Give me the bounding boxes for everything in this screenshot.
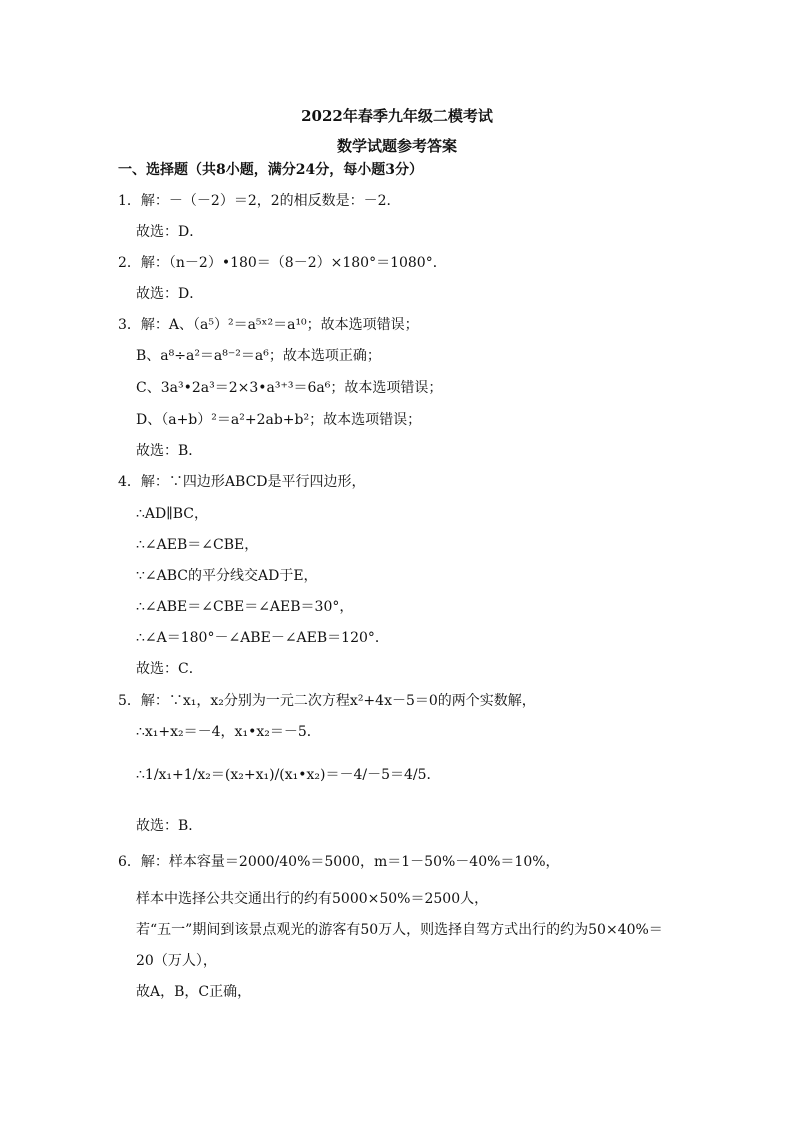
q4-answer: 故选：C． xyxy=(136,661,203,677)
q4-line-4: ∵∠ABC的平分线交AD于E， xyxy=(136,568,318,584)
q3-option-b: B、a⁸÷a²＝a⁸⁻²＝a⁶；故本选项正确； xyxy=(136,348,381,364)
q4-line-2: ∴AD∥BC， xyxy=(136,506,208,522)
q2-solution: 2．解：（n－2）•180＝（8－2）×180°＝1080°． xyxy=(118,255,447,271)
q6-line-5: 故A，B，C正确， xyxy=(136,984,252,1000)
q3-option-c: C、3a³•2a³＝2×3•a³⁺³＝6a⁶；故本选项错误； xyxy=(136,380,443,396)
q5-answer: 故选：B． xyxy=(136,818,203,834)
q2-answer: 故选：D． xyxy=(136,286,204,302)
exam-subtitle: 数学试题参考答案 xyxy=(336,137,457,155)
q3-option-a: 3．解：A、（a⁵）²＝a⁵ˣ²＝a¹⁰；故本选项错误； xyxy=(118,317,419,333)
q1-answer: 故选：D． xyxy=(136,224,204,240)
q3-answer: 故选：B． xyxy=(136,443,203,459)
q6-line-1: 6．解：样本容量＝2000/40%＝5000，m＝1－50%－40%＝10%， xyxy=(118,854,560,870)
q6-line-3: 若“五一”期间到该景点观光的游客有50万人，则选择自驾方式出行的约为50×40%＝ xyxy=(136,922,663,938)
q4-line-1: 4．解：∵四边形ABCD是平行四边形， xyxy=(118,474,366,490)
q5-line-1: 5．解：∵x₁，x₂分别为一元二次方程x²+4x－5＝0的两个实数解， xyxy=(118,693,536,709)
exam-title: 2022年春季九年级二模考试 xyxy=(301,107,493,125)
section-heading: 一、选择题（共8小题，满分24分，每小题3分） xyxy=(118,162,423,178)
q3-option-d: D、（a+b）²＝a²+2ab+b²；故本选项错误； xyxy=(136,412,422,428)
q5-fraction-equation: ∴1/x₁+1/x₂＝(x₂+x₁)/(x₁•x₂)＝－4/－5＝4/5． xyxy=(136,767,441,783)
q6-line-2: 样本中选择公共交通出行的约有5000×50%＝2500人， xyxy=(136,891,489,907)
q1-solution: 1．解：－（－2）＝2，2的相反数是：－2． xyxy=(118,193,401,209)
q6-line-4: 20（万人）， xyxy=(136,953,217,969)
q5-line-2: ∴x₁+x₂＝－4，x₁•x₂＝－5． xyxy=(136,724,321,740)
q4-line-6: ∴∠A＝180°－∠ABE－∠AEB＝120°． xyxy=(136,630,389,646)
q4-line-5: ∴∠ABE＝∠CBE＝∠AEB＝30°， xyxy=(136,599,354,615)
q4-line-3: ∴∠AEB＝∠CBE， xyxy=(136,537,259,553)
